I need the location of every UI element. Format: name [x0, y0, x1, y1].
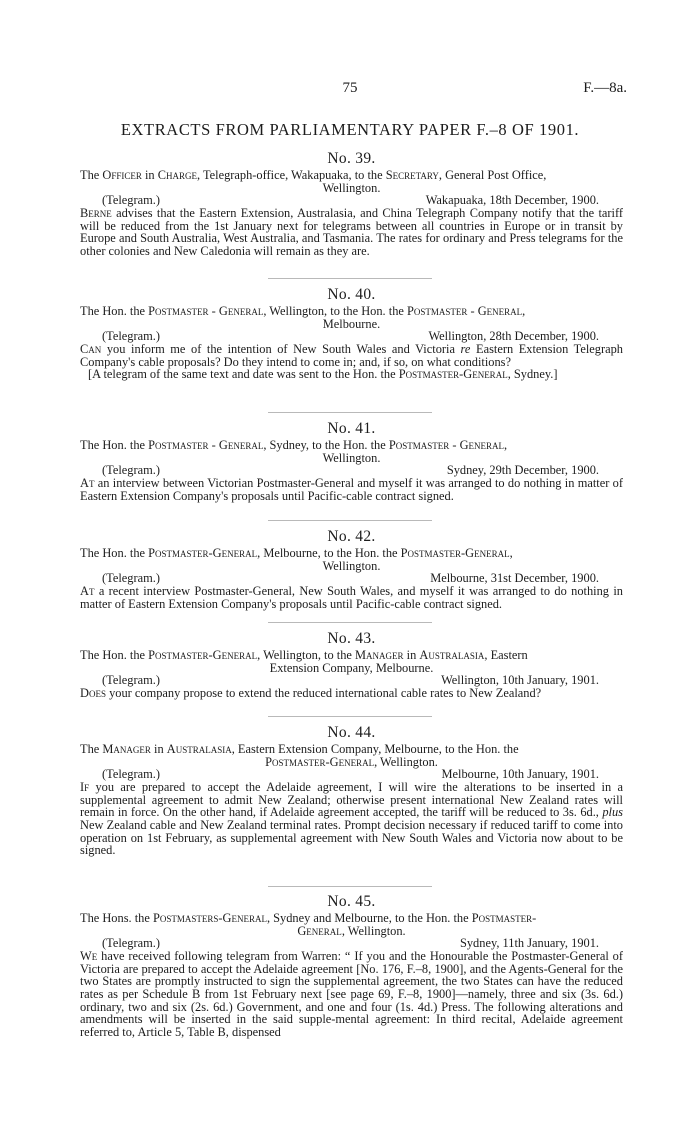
section-address-line2: Wellington.	[322, 558, 381, 573]
section-address-line2: Postmaster-General, Wellington.	[265, 754, 438, 769]
telegram-label: (Telegram.)	[102, 193, 160, 208]
telegram-place-date: Wellington, 10th January, 1901.	[441, 673, 599, 688]
telegram-place-date: Melbourne, 10th January, 1901.	[441, 767, 599, 782]
telegram-place-date: Sydney, 11th January, 1901.	[459, 936, 599, 951]
telegram-label: (Telegram.)	[102, 767, 160, 782]
page-number: 75	[342, 80, 358, 96]
divider	[268, 886, 432, 887]
telegram-place-date: Sydney, 29th December, 1900.	[446, 463, 599, 478]
section-address-line2: Wellington.	[322, 450, 381, 465]
telegram-label: (Telegram.)	[102, 463, 160, 478]
divider	[268, 622, 432, 623]
section-number: No. 42.	[327, 528, 376, 545]
divider	[268, 412, 432, 413]
telegram-label: (Telegram.)	[102, 936, 160, 951]
section-address: The Manager in Australasia, Eastern Extension Company, Melbourne, to the Hon. the	[80, 742, 519, 756]
section-number: No. 41.	[327, 420, 376, 437]
page-title: EXTRACTS FROM PARLIAMENTARY PAPER F.–8 OF 1901.	[120, 120, 580, 139]
section-note: [A telegram of the same text and date was sent to the Hon. the Postmaster-General, Sydney.]	[88, 367, 558, 382]
divider	[268, 278, 432, 279]
section-number: No. 43.	[327, 630, 376, 647]
section-no-43	[80, 628, 623, 700]
section-body: If you are prepared to accept the Adelaide agreement, I will wire the alterations to be inserted in a supplemental agreement to admit New Zealand; otherwise present international New Zealand rates will remain in force. On the other hand, if Adelaide agreement accepted, the tariff will be reduced to 3s. 6d., plus New Zealand cable and New Zealand terminal rates. Prompt decision necessary if reduced tariff to come into operation on 1st February, as supplemental agreement with New South Wales and Victoria now about to be signed.	[80, 780, 623, 858]
section-address: The Hon. the Postmaster - General, Sydney, to the Hon. the Postmaster - General,	[80, 438, 508, 452]
section-no-44	[80, 722, 623, 857]
divider	[268, 716, 432, 717]
section-no-41	[80, 418, 623, 502]
section-body: At an interview between Victorian Postmaster-General and myself it was arranged to do nothing in matter of Eastern Extension Company's proposals until Pacific-cable contract signed.	[80, 476, 623, 503]
section-no-45	[80, 891, 623, 1038]
telegram-label: (Telegram.)	[102, 673, 160, 688]
section-address: The Hons. the Postmasters-General, Sydney and Melbourne, to the Hon. the Postmaster-	[80, 911, 537, 925]
section-address: The Hon. the Postmaster-General, Melbourne, to the Hon. the Postmaster-General,	[80, 546, 513, 560]
telegram-line	[80, 768, 623, 781]
section-address-line2: Wellington.	[322, 180, 381, 195]
section-address-line2: General, Wellington.	[297, 923, 406, 938]
section-number: No. 39.	[327, 150, 376, 167]
telegram-line	[80, 330, 623, 343]
telegram-line	[80, 464, 623, 477]
section-address-line2: Extension Company, Melbourne.	[269, 660, 434, 675]
telegram-label: (Telegram.)	[102, 571, 160, 586]
section-body: At a recent interview Postmaster-General, New South Wales, and myself it was arranged to do nothing in matter of Eastern Extension Company's proposals until Pacific-cable contract signed.	[80, 584, 623, 611]
section-number: No. 45.	[327, 893, 376, 910]
section-address: The Hon. the Postmaster-General, Wellington, to the Manager in Australasia, Eastern	[80, 648, 528, 662]
section-no-42	[80, 526, 623, 610]
section-body: We have received following telegram from Warren: “ If you and the Honourable the Postmaster-General of Victoria are prepared to accept the Adelaide agreement [No. 176, F.–8, 1900], and the Agents-General for the two States are promptly instructed to sign the supplemental agreement, the two States can have the reduced rates as per Schedule B from 1st February next [see page 69, F.–8, 1900]—namely, three and six (3s. 6d.) ordinary, two and six (2s. 6d.) Government, and one and four (1s. 4d.) Press. The following alterations and amendments will be inserted in the said supple-mental agreement: In third recital, Adelaide agreement referred to, Article 5, Table B, dispensed	[80, 949, 623, 1039]
telegram-line	[80, 937, 623, 950]
section-body: Can you inform me of the intention of New South Wales and Victoria re Eastern Extension Telegraph Company's cable proposals? Do they intend to come in; and, if so, on what conditions?	[80, 342, 623, 369]
paper-code: F.—8a.	[583, 80, 627, 96]
telegram-line	[80, 674, 623, 687]
telegram-line	[80, 572, 623, 585]
section-body: Berne advises that the Eastern Extension, Australasia, and China Telegraph Company notify that the tariff will be reduced from the 1st January next for telegrams between all countries in Europe or in transit by Europe and South Australia, West Australia, and Tasmania. The rates for ordinary and Press telegrams for the other colonies and New Caledonia will remain as they are.	[80, 206, 623, 258]
divider	[268, 520, 432, 521]
section-no-40	[80, 284, 623, 381]
section-number: No. 40.	[327, 286, 376, 303]
telegram-place-date: Wellington, 28th December, 1900.	[428, 329, 599, 344]
section-address: The Officer in Charge, Telegraph-office, Wakapuaka, to the Secretary, General Post Office,	[80, 168, 547, 182]
section-address-line2: Melbourne.	[322, 316, 381, 331]
telegram-place-date: Melbourne, 31st December, 1900.	[430, 571, 599, 586]
section-no-39	[80, 148, 623, 258]
telegram-place-date: Wakapuaka, 18th December, 1900.	[425, 193, 599, 208]
section-address: The Hon. the Postmaster - General, Wellington, to the Hon. the Postmaster - General,	[80, 304, 526, 318]
telegram-line	[80, 194, 623, 207]
telegram-label: (Telegram.)	[102, 329, 160, 344]
section-body: Does your company propose to extend the reduced international cable rates to New Zealand?	[80, 686, 542, 701]
section-number: No. 44.	[327, 724, 376, 741]
